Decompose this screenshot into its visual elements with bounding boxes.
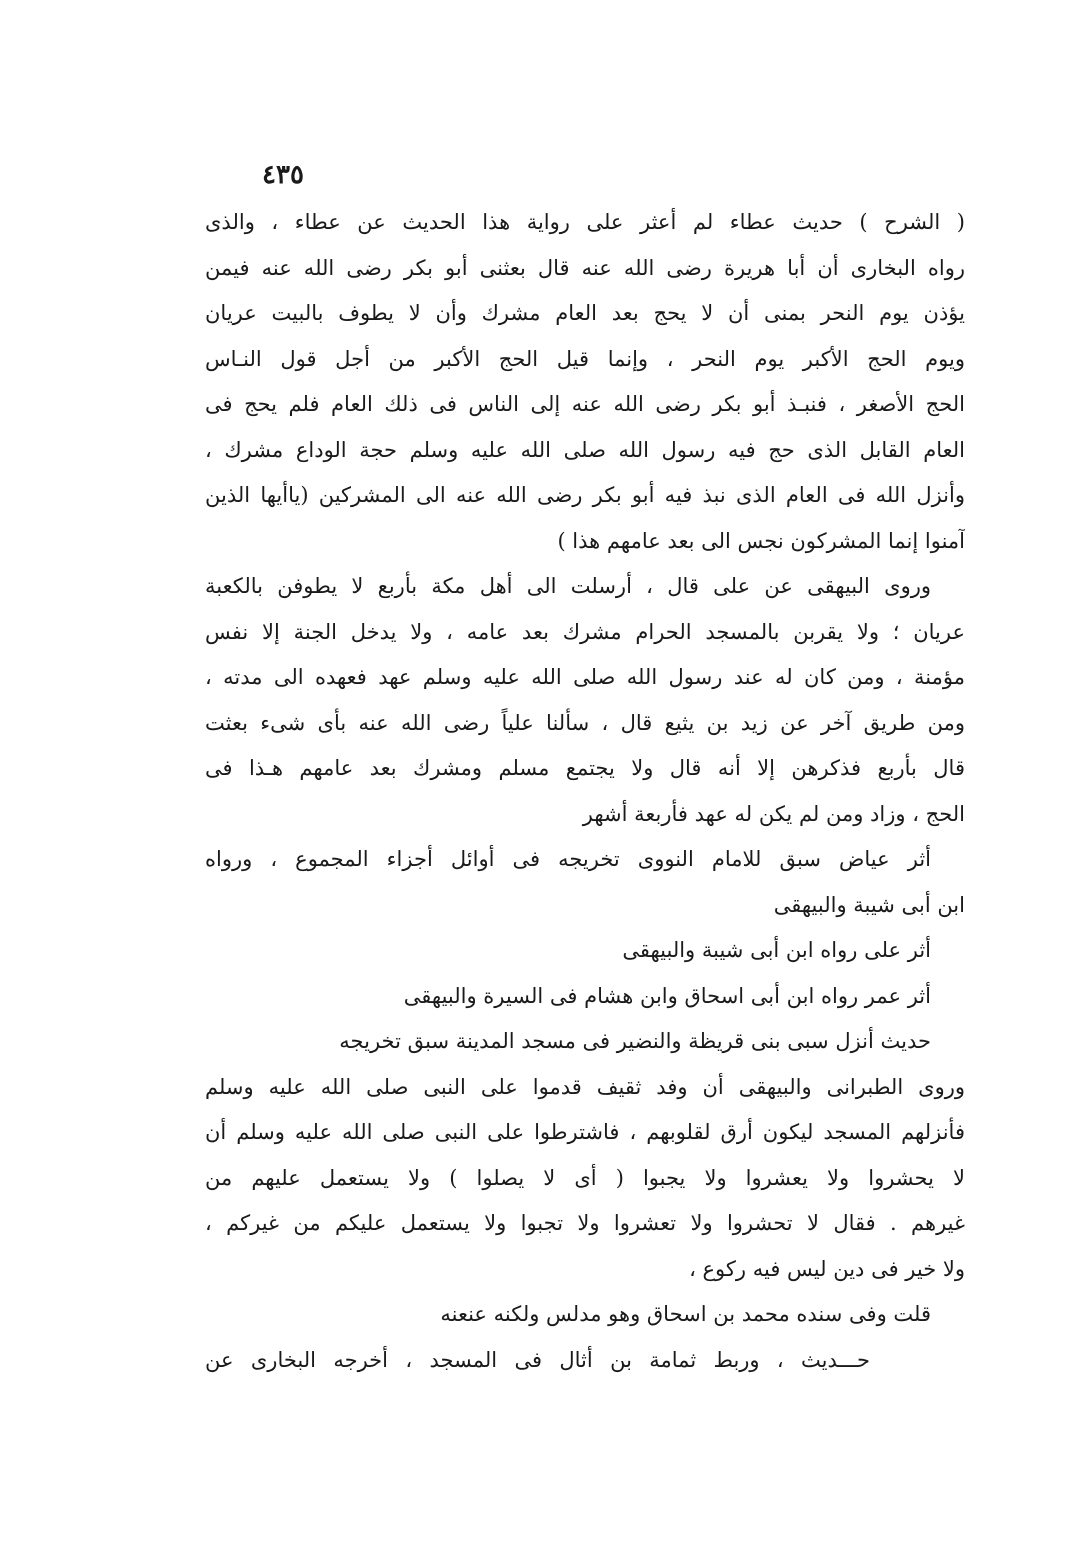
text-line: ولا خير فى دين ليس فيه ركوع ، (689, 1256, 965, 1281)
text-line: وروى البيهقى عن على قال ، أرسلت الى أهل مكة بأربع لا يطوفن بالكعبة (205, 574, 931, 598)
page-number: ٤٣٥ (262, 160, 304, 190)
text-line: فأنزلهم المسجد ليكون أرق لقلوبهم ، فاشترطوا على النبى صلى الله عليه وسلم أن (205, 1120, 965, 1144)
text-line: وأنزل الله فى العام الذى نبذ فيه أبو بكر رضى الله عنه الى المشركين (ياأيها الذين (205, 483, 965, 507)
text-line: ابن أبى شيبة والبيهقى (773, 892, 965, 917)
text-line: وروى الطبرانى والبيهقى أن وفد ثقيف قدموا على النبى صلى الله عليه وسلم (205, 1074, 965, 1099)
text-line: أثر على رواه ابن أبى شيبة والبيهقى (622, 938, 931, 962)
text-line: العام القابل الذى حج فيه رسول الله صلى الله عليه وسلم حجة الوداع مشرك ، (205, 437, 965, 462)
text-line: عريان ؛ ولا يقربن بالمسجد الحرام مشرك بعد عامه ، ولا يدخل الجنة إلا نفس (205, 619, 965, 644)
text-line: رواه البخارى أن أبا هريرة رضى الله عنه قال بعثنى أبو بكر رضى الله عنه فيمن (205, 255, 965, 280)
text-line: يؤذن يوم النحر بمنى أن لا يحج بعد العام مشرك وأن لا يطوف بالبيت عريان (205, 301, 965, 325)
text-line: غيرهم . فقال لا تحشروا ولا تعشروا ولا تجبوا ولا يستعمل عليكم من غيركم ، (205, 1211, 965, 1235)
text-line: ومن طريق آخر عن زيد بن يثيع قال ، سألنا علياً رضى الله عنه بأى شىء بعثت (205, 710, 965, 735)
text-line: حديث أنزل سبى بنى قريظة والنضير فى مسجد المدينة سبق تخريجه (339, 1029, 931, 1053)
text-line: الحج ، وزاد ومن لم يكن له عهد فأربعة أشهر (582, 801, 965, 826)
text-line: أثر عمر رواه ابن أبى اسحاق وابن هشام فى السيرة والبيهقى (403, 983, 931, 1008)
document-body (205, 200, 965, 1383)
text-line: آمنوا إنما المشركون نجس الى بعد عامهم هذا ) (557, 528, 965, 553)
text-line: ( الشرح ) حديث عطاء لم أعثر على رواية هذا الحديث عن عطاء ، والذى (205, 210, 965, 234)
text-line: قلت وفى سنده محمد بن اسحاق وهو مدلس ولكنه عنعنه (440, 1302, 931, 1326)
text-line: حـــديث ، وربط ثمامة بن أثال فى المسجد ، أخرجه البخارى عن (205, 1347, 870, 1372)
text-line: مؤمنة ، ومن كان له عند رسول الله صلى الله عليه وسلم عهد فعهده الى مدته ، (205, 665, 965, 689)
text-line: أثر عياض سبق للامام النووى تخريجه فى أوائل أجزاء المجموع ، ورواه (205, 847, 931, 871)
text-line: لا يحشروا ولا يعشروا ولا يجبوا ( أى لا يصلوا ) ولا يستعمل عليهم من (205, 1165, 965, 1190)
text-line: الحج الأصغر ، فنبـذ أبو بكر رضى الله عنه إلى الناس فى ذلك العام فلم يحج فى (205, 392, 965, 416)
text-line: ويوم الحج الأكبر يوم النحر ، وإنما قيل الحج الأكبر من أجل قول النـاس (205, 346, 965, 371)
text-line: قال بأربع فذكرهن إلا أنه قال ولا يجتمع مسلم ومشرك بعد عامهم هـذا فى (205, 756, 965, 780)
